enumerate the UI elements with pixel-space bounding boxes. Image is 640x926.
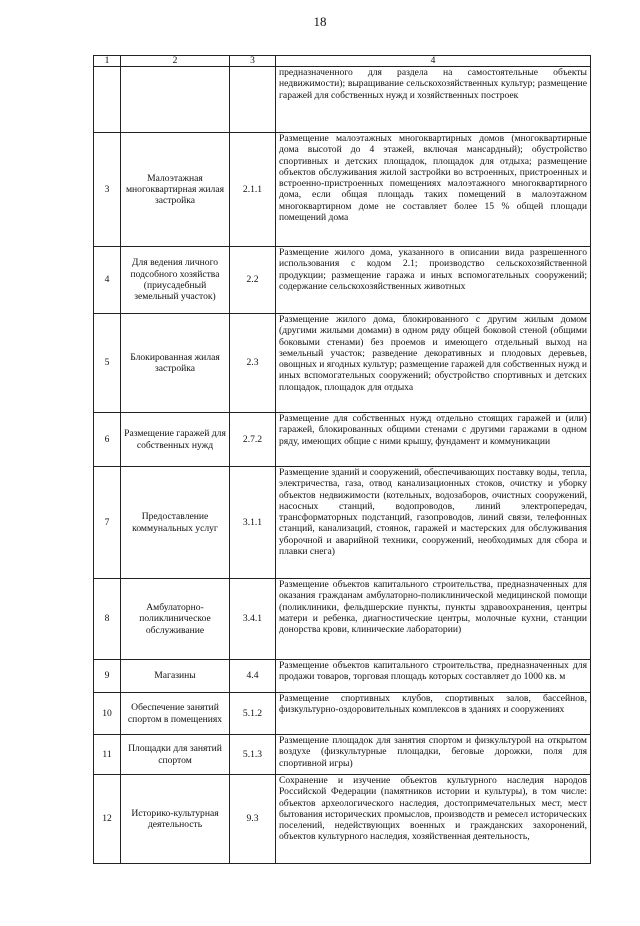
- use-type-name: Амбулаторно-поликлиническое обслуживание: [121, 579, 230, 660]
- use-type-code: 3.4.1: [230, 579, 276, 660]
- table-row: [94, 67, 591, 133]
- table-row: [94, 467, 591, 579]
- use-type-name: Обеспечение занятий спортом в помещениях: [121, 693, 230, 735]
- use-type-name: Предоставление коммунальных услуг: [121, 467, 230, 579]
- row-number: 4: [94, 247, 121, 314]
- page-number: 18: [313, 14, 327, 29]
- use-type-description: Размещение спортивных клубов, спортивных залов, бассейнов, физкультурно-оздоровительных комплексов в зданиях и сооружениях: [276, 693, 591, 735]
- land-use-table: [93, 55, 591, 864]
- use-type-code: 5.1.3: [230, 735, 276, 775]
- row-number: 7: [94, 467, 121, 579]
- use-type-name: Для ведения личного подсобного хозяйства (приусадебный земельный участок): [121, 247, 230, 314]
- header-col-4: 4: [276, 56, 591, 67]
- use-type-code: 5.1.2: [230, 693, 276, 735]
- use-type-code: 2.2: [230, 247, 276, 314]
- table-row: [94, 579, 591, 660]
- row-number: 9: [94, 660, 121, 693]
- table-row: [94, 413, 591, 467]
- row-number: 8: [94, 579, 121, 660]
- use-type-description: Размещение объектов капитального строительства, предназначенных для оказания гражданам амбулаторно-поликлинической медицинской помощи (поликлиники, фельдшерские пункты, пункты здравоохранения, центры матери и ребенка, диагностические центры, молочные кухни, станции донорства крови, клинические лаборатории): [276, 579, 591, 660]
- row-number: [94, 67, 121, 133]
- use-type-name: Малоэтажная многоквартирная жилая застройка: [121, 133, 230, 247]
- use-type-code: 9.3: [230, 775, 276, 864]
- header-col-3: 3: [230, 56, 276, 67]
- use-type-description: Размещение объектов капитального строительства, предназначенных для продажи товаров, торговая площадь которых составляет до 1000 кв. м: [276, 660, 591, 693]
- use-type-description: Размещение площадок для занятия спортом и физкультурой на открытом воздухе (физкультурные площадки, беговые дорожки, поля для спортивной игры): [276, 735, 591, 775]
- use-type-code: 2.7.2: [230, 413, 276, 467]
- table-row: [94, 693, 591, 735]
- use-type-description: Размещение зданий и сооружений, обеспечивающих поставку воды, тепла, электричества, газа, отвод канализационных стоков, очистку и уборку объектов недвижимости (котельных, водозаборов, очистных сооружений, насосных станций, водопроводов, линий электропередач, трансформаторных подстанций, газопроводов, линий связи, телефонных станций, канализаций, стоянок, гаражей и мастерских для обслуживания уборочной и аварийной техники, сооружений, необходимых для сбора и плавки снега): [276, 467, 591, 579]
- use-type-name: Магазины: [121, 660, 230, 693]
- row-number: 3: [94, 133, 121, 247]
- use-type-name: [121, 67, 230, 133]
- use-type-name: Площадки для занятий спортом: [121, 735, 230, 775]
- use-type-description: предназначенного для раздела на самостоятельные объекты недвижимости); выращивание сельскохозяйственных культур; размещение гаражей для собственных нужд и хозяйственных построек: [276, 67, 591, 133]
- row-number: 5: [94, 314, 121, 413]
- row-number: 10: [94, 693, 121, 735]
- use-type-name: Историко-культурная деятельность: [121, 775, 230, 864]
- use-type-description: Размещение жилого дома, блокированного с другим жилым домом (другими жилыми домами) в одном ряду общей боковой стеной (общими боковыми стенами) без проемов и имеющего отдельный выход на земельный участок; разведение декоративных и плодовых деревьев, овощных и ягодных культур; размещение гаражей для собственных нужд и иных вспомогательных сооружений; обустройство спортивных и детских площадок, площадок для отдыха: [276, 314, 591, 413]
- header-col-2: 2: [121, 56, 230, 67]
- use-type-code: 2.1.1: [230, 133, 276, 247]
- table-row: [94, 133, 591, 247]
- table-row: [94, 660, 591, 693]
- table-row: [94, 775, 591, 864]
- use-type-description: Размещение жилого дома, указанного в описании вида разрешенного использования с кодом 2.1; производство сельскохозяйственной продукции; размещение гаража и иных вспомогательных сооружений; содержание сельскохозяйственных животных: [276, 247, 591, 314]
- row-number: 6: [94, 413, 121, 467]
- use-type-name: Размещение гаражей для собственных нужд: [121, 413, 230, 467]
- use-type-code: 4.4: [230, 660, 276, 693]
- use-type-code: 3.1.1: [230, 467, 276, 579]
- use-type-name: Блокированная жилая застройка: [121, 314, 230, 413]
- table-row: [94, 314, 591, 413]
- table-header-row: [94, 56, 591, 67]
- row-number: 11: [94, 735, 121, 775]
- table-row: [94, 735, 591, 775]
- table-row: [94, 247, 591, 314]
- use-type-code: [230, 67, 276, 133]
- use-type-code: 2.3: [230, 314, 276, 413]
- use-type-description: Размещение для собственных нужд отдельно стоящих гаражей и (или) гаражей, блокированных общими стенами с другими гаражами в одном ряду, имеющих общие с ними крышу, фундамент и коммуникации: [276, 413, 591, 467]
- header-col-1: 1: [94, 56, 121, 67]
- use-type-description: Сохранение и изучение объектов культурного наследия народов Российской Федерации (памятников истории и культуры), в том числе: объектов археологического наследия, достопримечательных мест, мест бытования исторических промыслов, производств и ремесел исторических поселений, недействующих военных и гражданских захоронений, объектов культурного наследия, хозяйственная деятельность,: [276, 775, 591, 864]
- row-number: 12: [94, 775, 121, 864]
- use-type-description: Размещение малоэтажных многоквартирных домов (многоквартирные дома высотой до 4 этажей, включая мансардный); обустройство спортивных и детских площадок, площадок для отдыха; размещение объектов обслуживания жилой застройки во встроенных, пристроенных и встроенно-пристроенных помещениях малоэтажного многоквартирного дома, если общая площадь таких помещений в малоэтажном многоквартирном доме не составляет более 15 % общей площади помещений дома: [276, 133, 591, 247]
